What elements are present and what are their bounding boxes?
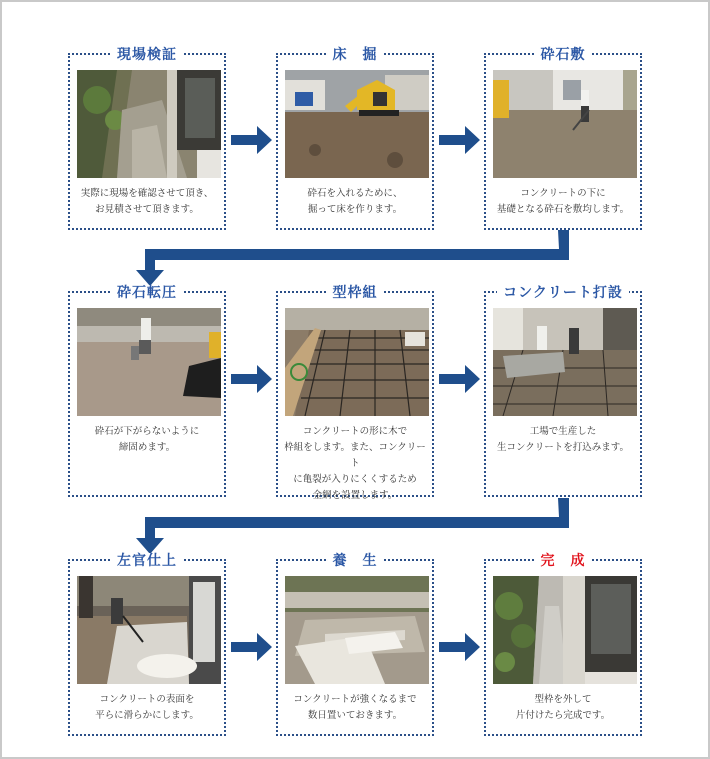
step-card-1 <box>68 47 226 230</box>
step-card-4 <box>68 285 226 497</box>
step-title: 型枠組 <box>327 285 384 301</box>
step-title: 完 成 <box>535 553 592 569</box>
step-card-7 <box>68 553 226 736</box>
arrow-4-5 <box>231 365 272 393</box>
step-title: 養 生 <box>327 553 384 569</box>
excavation-photo <box>285 70 429 178</box>
step-title: 砕石敷 <box>535 47 592 63</box>
arrow-2-3 <box>439 126 480 154</box>
arrow-5-6 <box>439 365 480 393</box>
concrete-pouring-photo <box>493 308 637 416</box>
step-title: 現場検証 <box>111 47 183 63</box>
step-description: 型枠を外して 片付けたら完成です。 <box>515 694 611 721</box>
step-card-8 <box>276 553 434 736</box>
step-title: 砕石転圧 <box>111 285 183 301</box>
step-title: 左官仕上 <box>111 553 183 569</box>
step-title: 床 掘 <box>327 47 384 63</box>
step-card-5 <box>276 285 434 501</box>
arrow-8-9 <box>439 633 480 661</box>
arrow-1-2 <box>231 126 272 154</box>
step-description: 砕石を入れるために、 掘って床を作ります。 <box>307 188 403 215</box>
plastering-finish-photo <box>77 576 221 684</box>
site-inspection-photo <box>77 70 221 178</box>
gravel-compaction-photo <box>77 308 221 416</box>
curing-photo <box>285 576 429 684</box>
step-title: コンクリート打設 <box>497 285 629 301</box>
formwork-photo <box>285 308 429 416</box>
step-description: コンクリートが強くなるまで 数日置いておきます。 <box>293 694 417 721</box>
step-description: 砕石が下がらないように 締固めます。 <box>94 426 200 453</box>
arrow-6-7-wrap <box>136 498 569 554</box>
step-description: コンクリートの表面を 平らに滑らかにします。 <box>95 694 199 721</box>
step-description: コンクリートの形に木で 枠組をします。また、コンクリート に亀裂が入りにくくするため 金網を設置します。 <box>284 426 426 501</box>
step-description: 実際に現場を確認させて頂き、 お見積させて頂きます。 <box>80 188 214 215</box>
step-card-3 <box>484 47 642 230</box>
step-description: コンクリートの下に 基礎となる砕石を敷均します。 <box>496 188 630 215</box>
arrow-3-4-wrap <box>136 230 569 286</box>
completion-photo <box>493 576 637 684</box>
step-description: 工場で生産した 生コンクリートを打込みます。 <box>496 426 630 453</box>
step-card-6 <box>484 285 642 497</box>
step-card-9 <box>484 553 642 736</box>
gravel-spreading-photo <box>493 70 637 178</box>
arrow-7-8 <box>231 633 272 661</box>
step-card-2 <box>276 47 434 230</box>
